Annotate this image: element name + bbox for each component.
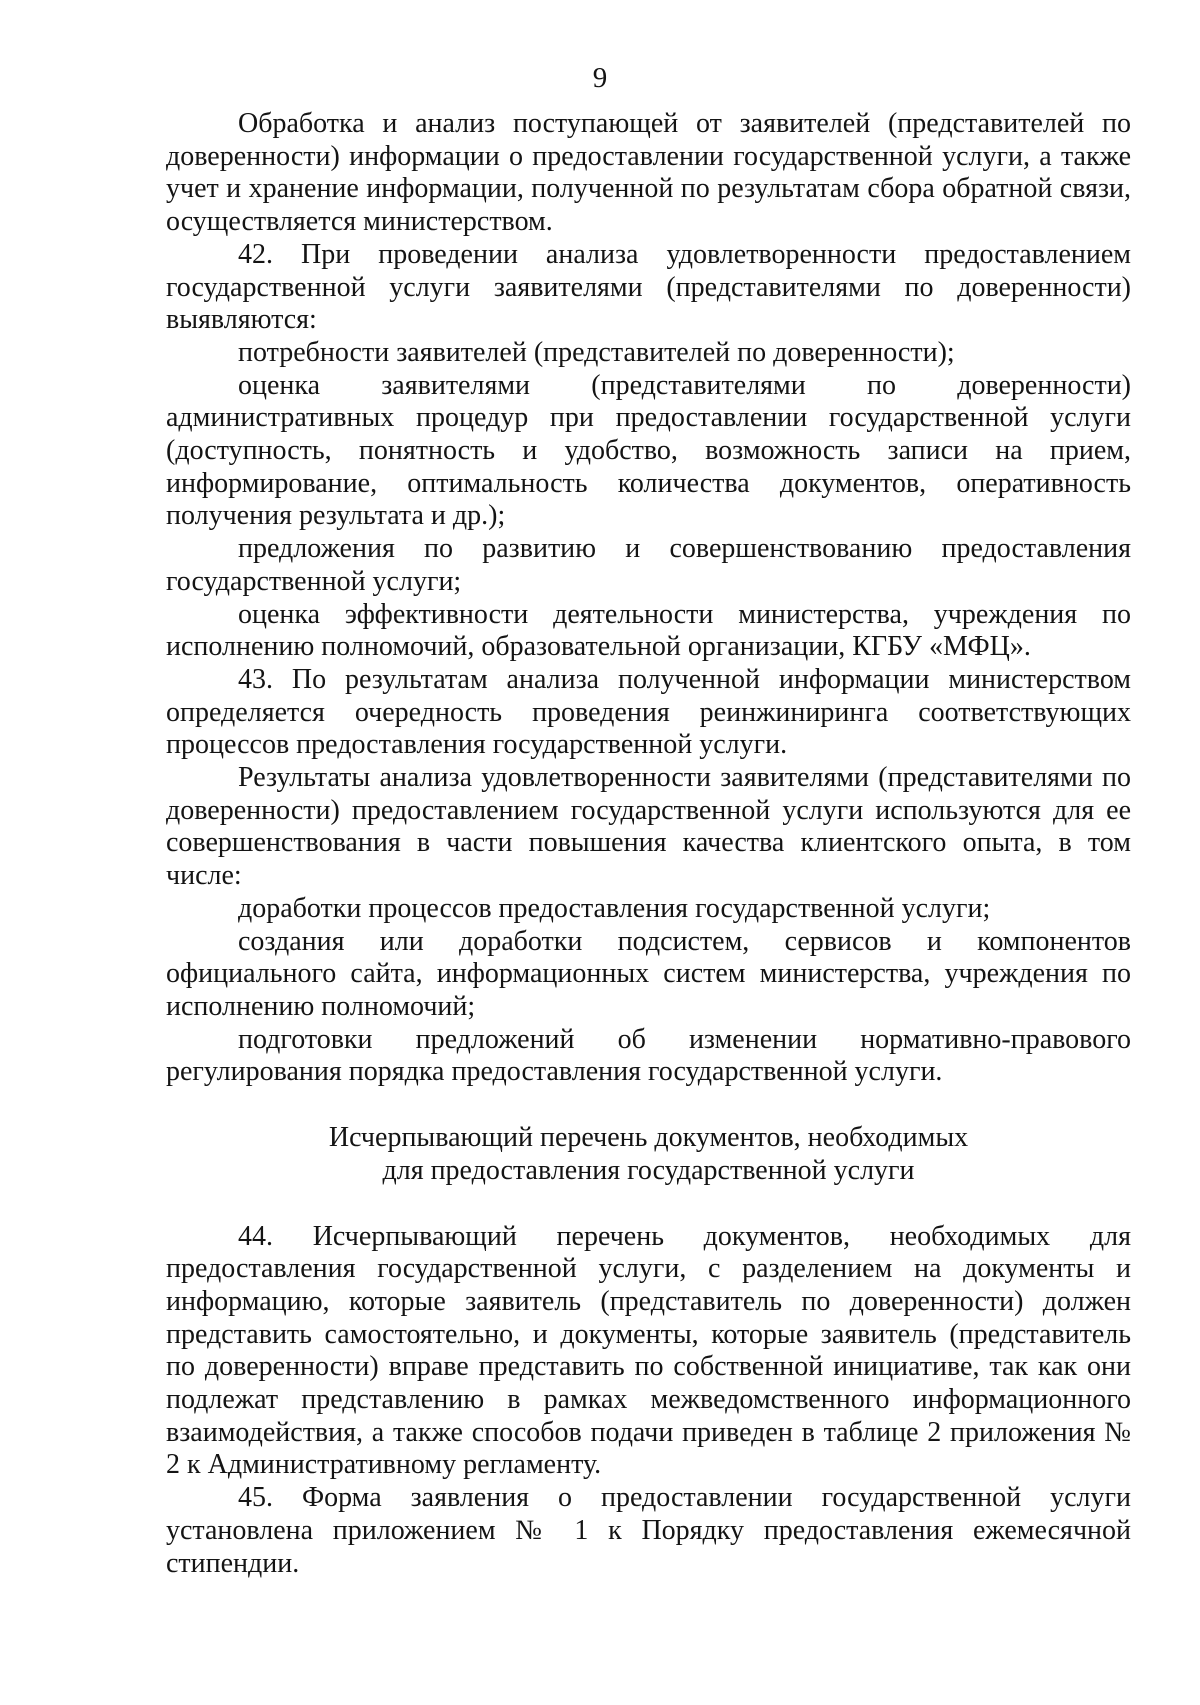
list-item: оценка эффективности деятельности министерства, учреждения по исполнению полномочий, образовательной организации, КГБУ «МФЦ».	[166, 598, 1131, 663]
section-heading-line: Исчерпывающий перечень документов, необходимых	[328, 1122, 969, 1154]
section-heading-line: для предоставления государственной услуги	[382, 1154, 915, 1186]
list-item: потребности заявителей (представителей по доверенности);	[238, 336, 955, 368]
paragraph: Обработка и анализ поступающей от заявителей (представителей по доверенности) информации о предоставлении государственной услуги, а также учет и хранение информации, полученной по результатам сбора обратной связи, осуществляется министерством.	[166, 108, 1131, 238]
paragraph-item-43: 43. По результатам анализа полученной информации министерством определяется очередность проведения реинжиниринга соответствующих процессов предоставления государственной услуги.	[166, 663, 1131, 761]
section-heading	[166, 1122, 1131, 1187]
document-body	[166, 108, 1131, 1580]
list-item: подготовки предложений об изменении нормативно-правового регулирования порядка предоставления государственной услуги.	[166, 1023, 1131, 1088]
page-number: 9	[592, 62, 608, 94]
list-item: создания или доработки подсистем, сервисов и компонентов официального сайта, информационных систем министерства, учреждения по исполнению полномочий;	[166, 925, 1131, 1022]
list-item: предложения по развитию и совершенствованию предоставления государственной услуги;	[166, 533, 1131, 597]
paragraph-item-44: 44. Исчерпывающий перечень документов, необходимых для предоставления государственной услуги, с разделением на документы и информацию, которые заявитель (представитель по доверенности) должен представить самостоятельно, и документы, которые заявитель (представитель по доверенности) вправе представить по собственной инициативе, так как они подлежат представлению в рамках межведомственного информационного взаимодействия, а также способов подачи приведен в таблице 2 приложения № 2 к Административному регламенту.	[166, 1220, 1131, 1481]
paragraph-item-45: 45. Форма заявления о предоставлении государственной услуги установлена приложением № 1 к Порядку предоставления ежемесячной стипендии.	[166, 1482, 1131, 1579]
paragraph-item-42: 42. При проведении анализа удовлетворенности предоставлением государственной услуги заявителями (представителями по доверенности) выявляются:	[166, 238, 1131, 336]
list-item: доработки процессов предоставления государственной услуги;	[238, 892, 991, 924]
paragraph: Результаты анализа удовлетворенности заявителями (представителями по доверенности) предоставлением государственной услуги используются для ее совершенствования в части повышения качества клиентского опыта, в том числе:	[166, 762, 1131, 892]
list-item: оценка заявителями (представителями по доверенности) административных процедур при предоставлении государственной услуги (доступность, понятность и удобство, возможность записи на прием, информирование, оптимальность количества документов, оперативность получения результата и др.);	[166, 369, 1131, 532]
